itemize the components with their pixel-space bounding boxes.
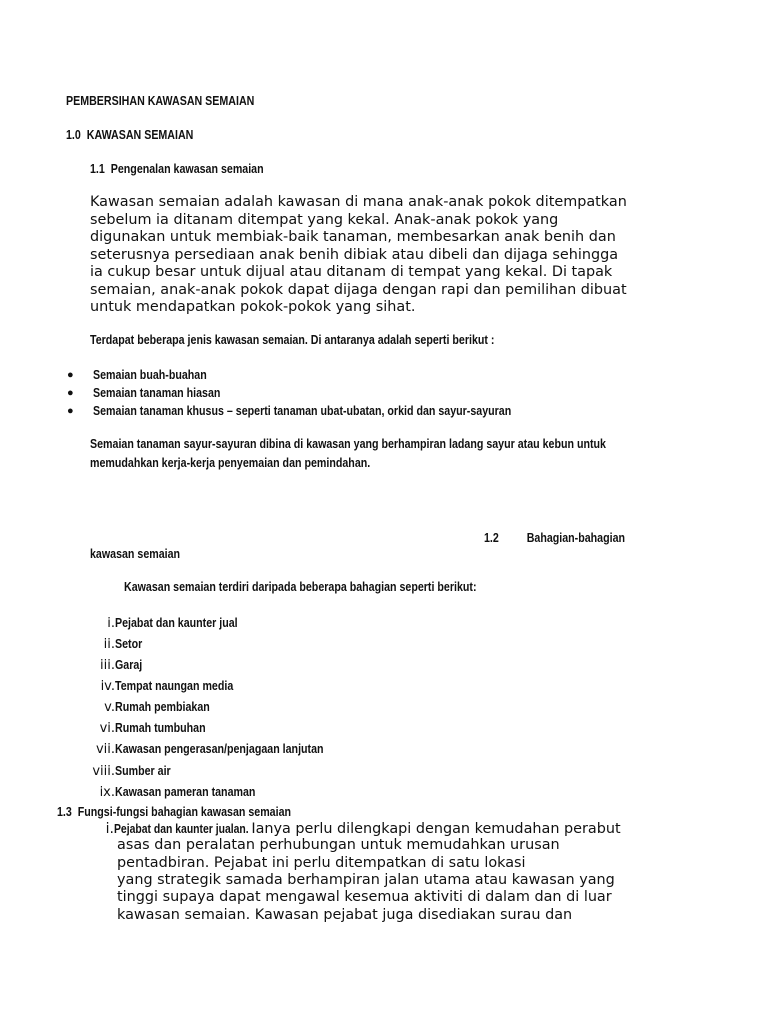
paragraph-line: asas dan peralatan perhubungan untuk memudahkan urusan [117, 837, 560, 853]
function-description: Ianya perlu dilengkapi dengan kemudahan perabut [251, 821, 621, 837]
paragraph-line: Kawasan semaian adalah kawasan di mana anak-anak pokok ditempatkan [90, 194, 627, 210]
roman-numeral: iii. [100, 658, 115, 673]
section-title-continued: kawasan semaian [90, 546, 181, 561]
list-item: Semaian tanaman hiasan [93, 385, 221, 400]
bullet-icon: ● [67, 369, 74, 381]
function-paragraph [117, 837, 560, 872]
document-title: PEMBERSIHAN KAWASAN SEMAIAN [66, 93, 255, 108]
paragraph-line: seterusnya persediaan anak benih dibiak atau dibeli dan dijaga sehingga [90, 246, 619, 263]
part-label: Pejabat dan kaunter jual [115, 615, 238, 630]
roman-numeral: viii. [92, 764, 115, 779]
parts-list-item [80, 783, 286, 801]
parts-list-item [80, 614, 265, 632]
list-item: Semaian tanaman khusus – seperti tanaman ubat-ubatan, orkid dan sayur-sayuran [93, 403, 512, 418]
part-label: Setor [115, 636, 143, 651]
roman-numeral: iv. [100, 679, 115, 694]
section-1-0-heading [66, 127, 193, 142]
paragraph-line: digunakan untuk membiak-baik tanaman, membesarkan anak benih dan [90, 229, 616, 245]
parts-list-item [80, 677, 259, 695]
paragraph-line: tinggi supaya dapat mengawal kesemua aktiviti di dalam dan di luar [117, 889, 612, 905]
parts-list-item [80, 635, 148, 653]
section-number: 1.2 [484, 530, 499, 545]
part-label: Garaj [115, 657, 143, 672]
function-paragraph-cont [117, 889, 612, 924]
section-1-1-heading [90, 161, 264, 176]
section-number: 1.0 [66, 127, 81, 142]
paragraph-line: kawasan semaian. Kawasan pejabat juga disediakan surau dan [117, 906, 573, 923]
bullet-icon: ● [67, 405, 74, 417]
parts-list-item [80, 656, 148, 674]
roman-numeral: i. [107, 616, 115, 631]
paragraph-line: yang strategik samada berhampiran jalan utama atau kawasan yang [117, 872, 615, 888]
paragraph-line: semaian, anak-anak pokok dapat dijaga dengan rapi dan pemilihan dibuat [90, 281, 627, 298]
part-label: Sumber air [115, 763, 171, 778]
roman-numeral: vi. [99, 721, 115, 736]
roman-numeral: ix. [99, 785, 115, 800]
section-title: Fungsi-fungsi bahagian kawasan semaian [77, 804, 292, 819]
types-intro: Terdapat beberapa jenis kawasan semaian. Di antaranya adalah seperti berikut : [90, 332, 495, 347]
part-label: Kawasan pengerasan/penjagaan lanjutan [115, 741, 324, 756]
section-number: 1.3 [57, 804, 72, 819]
function-paragraph-cont [117, 872, 615, 890]
paragraph-line: untuk mendapatkan pokok-pokok yang sihat. [90, 299, 416, 315]
parts-intro: Kawasan semaian terdiri daripada beberapa bahagian seperti berikut: [124, 579, 477, 594]
section-1-2-heading [484, 530, 625, 545]
part-label: Tempat naungan media [115, 678, 234, 693]
veg-note-line: Semaian tanaman sayur-sayuran dibina di kawasan yang berhampiran ladang sayur atau kebun untuk [90, 436, 606, 451]
roman-numeral: v. [104, 700, 115, 715]
part-label: Rumah tumbuhan [115, 720, 206, 735]
section-1-3-heading [57, 804, 291, 819]
parts-list-item [80, 740, 369, 758]
parts-list-item [80, 762, 183, 780]
section-title: Pengenalan kawasan semaian [110, 161, 264, 176]
part-label: Kawasan pameran tanaman [115, 784, 256, 799]
section-number: 1.1 [90, 161, 105, 176]
paragraph-line: sebelum ia ditanam ditempat yang kekal. Anak-anak pokok yang [90, 211, 559, 228]
function-label: Pejabat dan kaunter jualan. [114, 821, 249, 836]
roman-numeral: i. [105, 821, 114, 837]
bullet-icon: ● [67, 387, 74, 399]
parts-list-item [80, 719, 226, 737]
part-label: Rumah pembiakan [115, 699, 210, 714]
paragraph-line: ia cukup besar untuk dijual atau ditanam di tempat yang kekal. Di tapak [90, 264, 613, 280]
paragraph-line: pentadbiran. Pejabat ini perlu ditempatkan di satu lokasi [117, 854, 526, 871]
section-title: KAWASAN SEMAIAN [86, 127, 194, 142]
veg-note-line: memudahkan kerja-kerja penyemaian dan pemindahan. [90, 455, 371, 470]
function-item-first-line [104, 820, 621, 838]
roman-numeral: ii. [103, 637, 115, 652]
roman-numeral: vii. [95, 742, 115, 757]
section-title: Bahagian-bahagian [526, 530, 626, 545]
list-item: Semaian buah-buahan [93, 367, 207, 382]
parts-list-item [80, 698, 231, 716]
intro-paragraph [90, 194, 627, 317]
